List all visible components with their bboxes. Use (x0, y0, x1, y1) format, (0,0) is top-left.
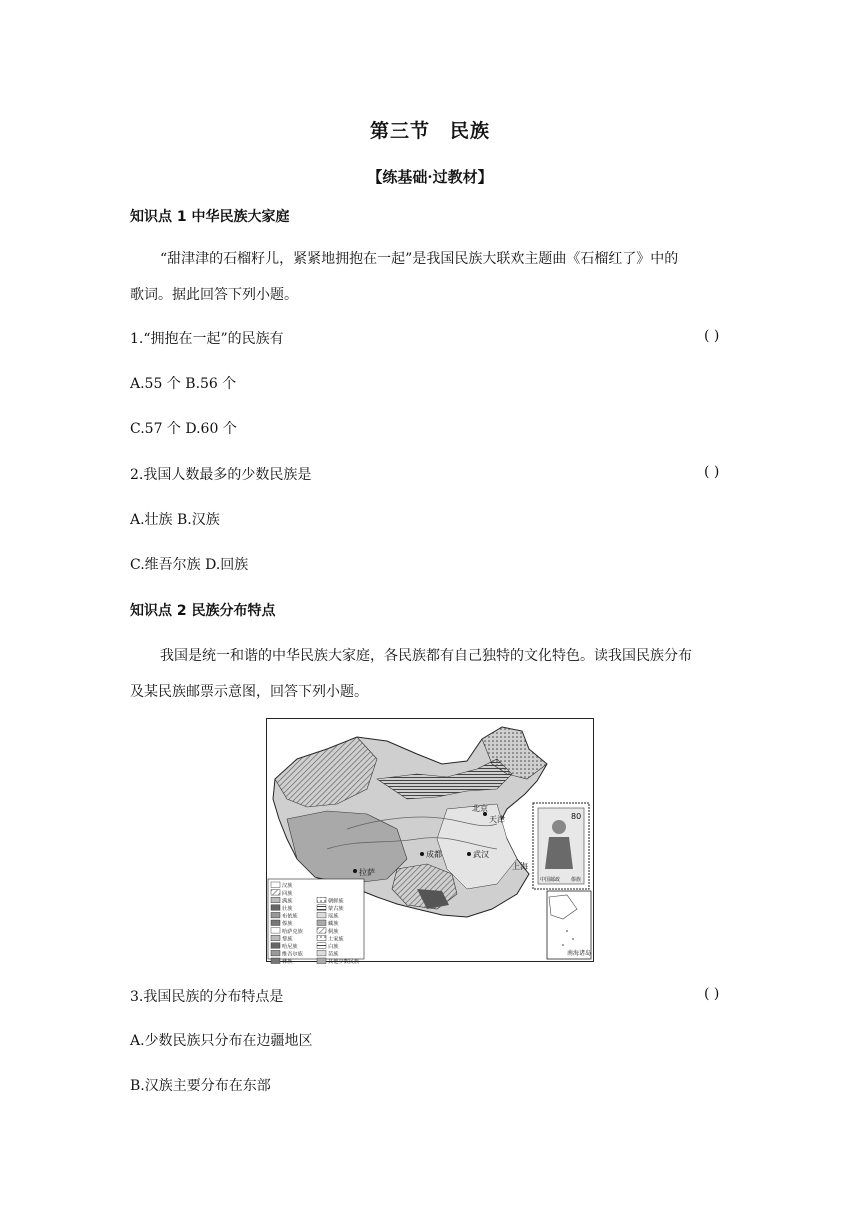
city-label-lhasa: 拉萨 (359, 868, 375, 877)
legend-swatch (271, 928, 280, 934)
question-3-option-b: B.汉族主要分布在东部 (130, 1078, 271, 1094)
question-2-stem: 2.我国人数最多的少数民族是 (130, 467, 312, 483)
legend-label: 瑶族 (328, 913, 339, 920)
legend-label: 哈尼族 (282, 944, 298, 950)
legend-swatch (317, 943, 326, 949)
stamp-text: 中国邮政 (540, 877, 561, 883)
legend-swatch (271, 943, 280, 949)
legend-label: 黎族 (282, 936, 293, 943)
legend-label: 其他少数民族 (328, 959, 360, 966)
map-figure (267, 719, 592, 966)
legend-label: 壮族 (282, 906, 293, 912)
question-3-answer-bracket: ( ) (704, 986, 720, 1002)
question-2-options-line-1: A.壮族 B.汉族 (130, 512, 220, 528)
section-subtitle: 【练基础·过教材】 (367, 168, 493, 186)
legend-label: 回族 (282, 890, 293, 897)
ethnic-distribution-map (266, 718, 594, 966)
knowledge-point-2-heading: 知识点 2 民族分布特点 (130, 603, 276, 619)
intro-paragraph-2-line-2: 及某民族邮票示意图，回答下列小题。 (130, 684, 368, 700)
question-2-options-line-2: C.维吾尔族 D.回族 (130, 557, 249, 573)
legend-swatch (317, 897, 326, 903)
page-title: 第三节 民族 (369, 120, 490, 142)
legend-label: 布依族 (282, 913, 298, 920)
legend-swatch (317, 905, 326, 911)
legend-swatch (271, 935, 280, 941)
legend-swatch (271, 897, 280, 903)
legend-label: 蒙古族 (328, 906, 344, 912)
legend-label: 哈萨克族 (282, 928, 303, 935)
stamp-value: 80 (571, 812, 582, 821)
legend-label: 苗族 (328, 951, 339, 958)
question-1-options-line-2: C.57 个 D.60 个 (130, 421, 237, 437)
city-label-wuhan: 武汉 (473, 850, 489, 859)
city-label-beijing: 北京 (472, 804, 488, 813)
legend-swatch (317, 958, 326, 964)
city-marker (353, 869, 357, 873)
legend-swatch (317, 950, 326, 956)
question-3-option-a: A.少数民族只分布在边疆地区 (130, 1033, 313, 1049)
legend-swatch (271, 920, 280, 926)
stamp-figure-head (552, 820, 566, 834)
question-1-stem: 1.“拥抱在一起”的民族有 (130, 331, 284, 347)
legend-swatch (271, 912, 280, 918)
legend-label: 藏族 (328, 921, 339, 928)
stamp-caption: 傣族 (571, 877, 582, 883)
legend-swatch (271, 958, 280, 964)
intro-paragraph-2-line-1: 我国是统一和谐的中华民族大家庭，各民族都有自己独特的文化特色。读我国民族分布 (160, 648, 692, 664)
legend-label: 傣族 (282, 921, 293, 928)
city-label-shanghai: 上海 (512, 862, 528, 871)
legend-label: 侗族 (328, 928, 339, 935)
inset-label: 南海诸岛 (567, 950, 592, 957)
south-sea-inset (547, 891, 591, 959)
legend-label: 维吾尔族 (282, 951, 303, 958)
city-marker (467, 852, 471, 856)
legend-swatch (317, 935, 326, 941)
intro-paragraph-1-line-2: 歌词。据此回答下列小题。 (130, 287, 298, 303)
legend-swatch (271, 890, 280, 896)
city-label-tianjin: 天津 (489, 815, 505, 824)
knowledge-point-1-heading: 知识点 1 中华民族大家庭 (130, 209, 290, 225)
question-1-answer-bracket: ( ) (704, 328, 720, 344)
stamp-figure-body (545, 837, 573, 869)
legend-swatch (271, 950, 280, 956)
legend-label: 白族 (328, 944, 339, 950)
intro-paragraph-1-line-1: “甜津津的石榴籽儿，紧紧地拥抱在一起”是我国民族大联欢主题曲《石榴红了》中的 (160, 251, 679, 267)
question-2-answer-bracket: ( ) (704, 464, 720, 480)
question-3-stem: 3.我国民族的分布特点是 (130, 989, 284, 1005)
city-label-chengdu: 成都 (426, 850, 442, 859)
legend-swatch (271, 905, 280, 911)
map-legend (268, 879, 364, 965)
legend-label: 汉族 (282, 883, 293, 890)
legend-label: 土家族 (328, 936, 344, 943)
legend-swatch (317, 912, 326, 918)
legend-swatch (317, 928, 326, 934)
legend-label: 朝鲜族 (328, 898, 344, 905)
legend-label: 彝族 (282, 959, 293, 966)
legend-swatch (317, 920, 326, 926)
legend-label: 满族 (282, 898, 293, 905)
legend-swatch (271, 882, 280, 888)
question-1-options-line-1: A.55 个 B.56 个 (130, 376, 237, 392)
city-marker (420, 852, 424, 856)
